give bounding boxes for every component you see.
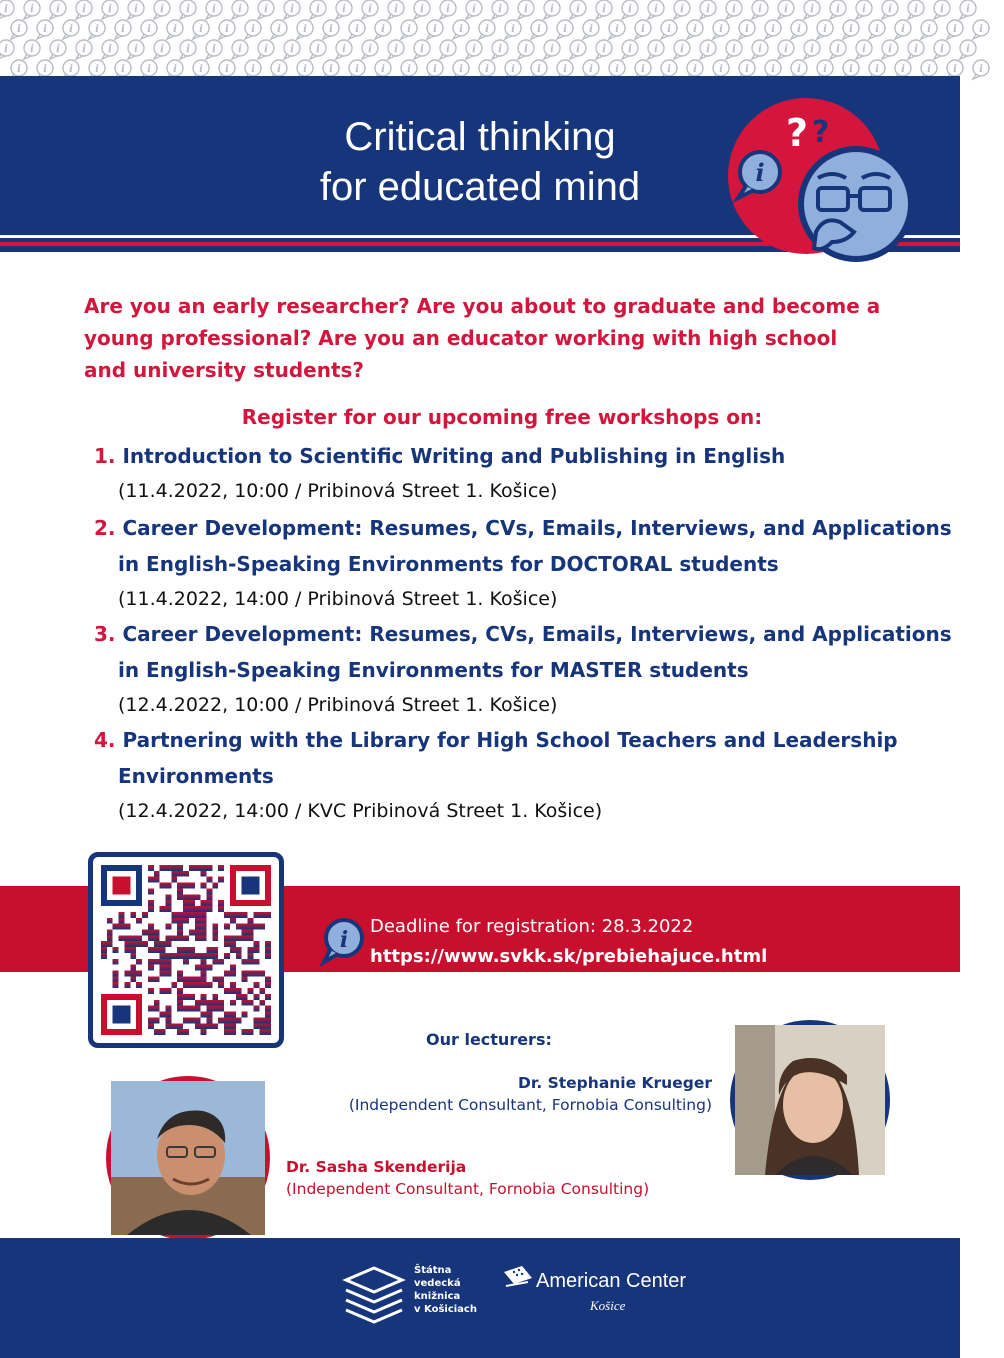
workshop-number: 1.: [94, 444, 116, 468]
workshop-title-cont: in English-Speaking Environments for MASTER students: [118, 658, 749, 682]
american-center-city: Košice: [590, 1298, 626, 1313]
workshop-item: [94, 616, 952, 722]
library-logo-text: [414, 1264, 477, 1316]
lecturer-photo-skenderija: [106, 1076, 270, 1240]
registration-deadline: Deadline for registration: 28.3.2022: [370, 916, 694, 937]
lecturer-1: [300, 1072, 712, 1116]
workshop-details: (11.4.2022, 14:00 / Pribinová Street 1. Košice): [118, 588, 558, 610]
workshop-item: [94, 510, 952, 616]
library-line: Štátna: [414, 1265, 452, 1276]
workshop-title-cont: in English-Speaking Environments for DOCTORAL students: [118, 552, 779, 576]
workshop-number: 2.: [94, 516, 116, 540]
american-center-flag-icon: [500, 1264, 536, 1294]
workshop-item: [94, 722, 914, 828]
info-bubble-icon: [318, 916, 366, 966]
workshop-details: (11.4.2022, 10:00 / Pribinová Street 1. Košice): [118, 480, 558, 502]
library-logo-icon: [340, 1262, 410, 1322]
workshop-details: (12.4.2022, 14:00 / KVC Pribinová Street 1. Košice): [118, 800, 603, 822]
page-title: [220, 112, 740, 212]
library-line: vedecká: [414, 1278, 461, 1289]
lecturer-photo-krueger: [730, 1020, 890, 1180]
lecturer-2: [286, 1156, 649, 1200]
workshop-title: Career Development: Resumes, CVs, Emails, Interviews, and Applications: [122, 622, 952, 646]
register-heading: Register for our upcoming free workshops on:: [241, 405, 763, 429]
lecturer-name: Dr. Stephanie Krueger: [518, 1074, 712, 1092]
registration-info: [370, 912, 767, 972]
workshop-number: 3.: [94, 622, 116, 646]
workshop-item: [94, 438, 914, 508]
workshop-details: (12.4.2022, 10:00 / Pribinová Street 1. Košice): [118, 694, 558, 716]
intro-paragraph: Are you an early researcher? Are you about to graduate and become a young professional? Are you an educator working with high school and university students?: [84, 294, 881, 382]
workshop-title: Introduction to Scientific Writing and Publishing in English: [122, 444, 786, 468]
lecturer-affiliation: (Independent Consultant, Fornobia Consulting): [286, 1180, 650, 1198]
library-line: knižnica: [414, 1291, 461, 1302]
workshop-title-cont: Environments: [118, 764, 274, 788]
workshop-title: Partnering with the Library for High School Teachers and Leadership: [122, 728, 898, 752]
thinking-face-icon: [728, 92, 918, 272]
title-line-2: for educated mind: [319, 165, 641, 209]
workshop-title: Career Development: Resumes, CVs, Emails, Interviews, and Applications: [122, 516, 952, 540]
title-line-1: Critical thinking: [344, 115, 616, 159]
svg-text:i: i: [339, 927, 349, 953]
library-line: v Košiciach: [414, 1304, 477, 1315]
footer-band: [0, 1238, 960, 1358]
lecturer-affiliation: (Independent Consultant, Fornobia Consulting): [348, 1096, 712, 1114]
workshop-number: 4.: [94, 728, 116, 752]
info-pattern-background: [0, 0, 960, 76]
lecturers-heading: Our lecturers:: [426, 1030, 552, 1049]
svg-text:?: ?: [786, 111, 809, 155]
lecturer-name: Dr. Sasha Skenderija: [286, 1158, 467, 1176]
qr-code[interactable]: [88, 852, 284, 1048]
registration-link[interactable]: https://www.svkk.sk/prebiehajuce.html: [370, 946, 768, 967]
american-center-name: American Center: [536, 1270, 687, 1292]
svg-text:?: ?: [812, 115, 830, 150]
svg-text:i: i: [755, 158, 765, 187]
